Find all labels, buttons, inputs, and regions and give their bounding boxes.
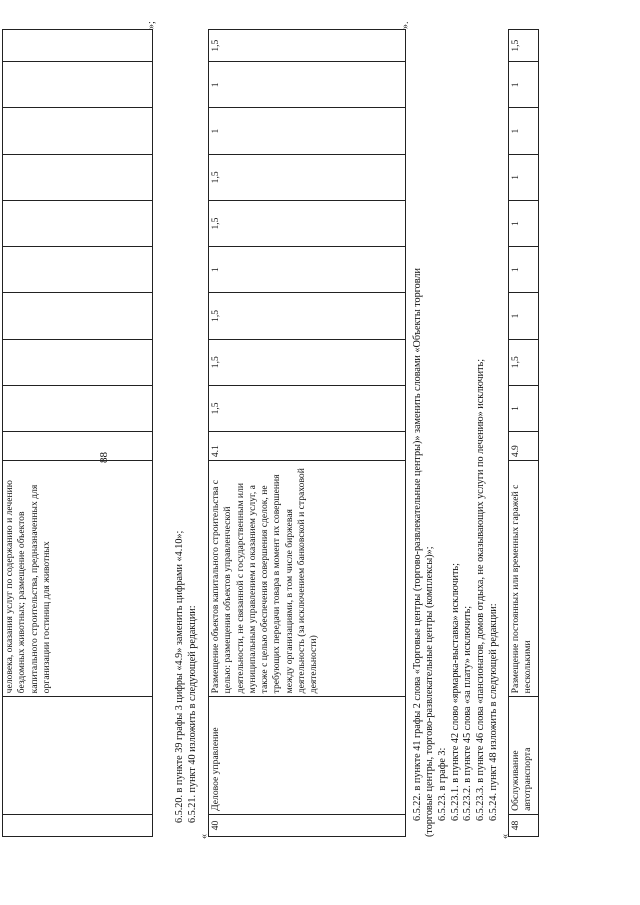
table-cell [3, 339, 153, 385]
item-code: 4.1 [209, 432, 406, 461]
value-cell: 1 [509, 200, 539, 246]
value-cell: 1,5 [209, 154, 406, 200]
paragraph-6-5-22-cont: (торговые центры, торгово-развлекательные центры (комплексы)»; [424, 546, 435, 837]
value-cell: 1 [509, 247, 539, 293]
table-cell [3, 108, 153, 154]
item-number: 40 [209, 814, 406, 836]
table-cell [3, 247, 153, 293]
opening-quote: « [500, 834, 511, 839]
table-cell [3, 293, 153, 339]
table-continuation [2, 29, 153, 837]
item-number: 48 [509, 814, 539, 836]
paragraph-6-5-24: 6.5.24. пункт 48 изложить в следующей редакции: [488, 603, 499, 821]
table-item-40 [208, 29, 406, 837]
page-number: 88 [98, 452, 110, 463]
table-cell [3, 200, 153, 246]
table-item-48 [508, 29, 539, 837]
closing-mark: »; [146, 21, 157, 29]
value-cell: 1 [509, 385, 539, 431]
table1-description: человека, оказания услуг по содержанию и лечению бездомных животных; размещение объектов капитального строительства, предназначенных для организации гостиниц для животных [3, 461, 153, 697]
value-cell: 1,5 [509, 30, 539, 62]
table-cell [3, 30, 153, 62]
paragraph-6-5-21: 6.5.21. пункт 40 изложить в следующей редакции: [187, 605, 198, 823]
table-cell [3, 814, 153, 836]
table-row [3, 30, 153, 837]
item-name: Деловое управление [209, 697, 406, 815]
closing-mark: ». [400, 21, 411, 29]
value-cell: 1 [209, 247, 406, 293]
item-code: 4.9 [509, 432, 539, 461]
table-row [209, 30, 406, 837]
value-cell: 1,5 [209, 339, 406, 385]
item-description: Размещение постоянных или временных гаражей с несколькими [509, 461, 539, 697]
opening-quote: « [199, 834, 210, 839]
value-cell: 1 [509, 154, 539, 200]
item-name: Обслуживание автотранспорта [509, 697, 539, 815]
table-cell [3, 154, 153, 200]
table-row [509, 30, 539, 837]
table-cell [3, 385, 153, 431]
paragraph-6-5-22: 6.5.22. в пункте 41 графы 2 слова «Торговые центры (торгово-развлекательные центры)» заменить словами «Объекты торговли [412, 268, 423, 821]
paragraph-6-5-20: 6.5.20. в пункте 39 графы 3 цифры «4.9» заменить цифрами «4.10»; [174, 530, 185, 823]
value-cell: 1 [509, 62, 539, 108]
table-cell [3, 432, 153, 461]
paragraph-6-5-23-3: 6.5.23.3. в пункте 46 слова «пансионатов, домов отдыха, не оказывающих услуги по лечению» исключить; [475, 358, 486, 821]
value-cell: 1,5 [509, 339, 539, 385]
value-cell: 1,5 [209, 30, 406, 62]
value-cell: 1,5 [209, 200, 406, 246]
paragraph-6-5-23-2: 6.5.23.2. в пункте 45 слова «за плату» исключить; [462, 605, 473, 821]
value-cell: 1 [509, 108, 539, 154]
value-cell: 1 [209, 108, 406, 154]
value-cell: 1 [509, 293, 539, 339]
table-cell [3, 62, 153, 108]
paragraph-6-5-23: 6.5.23. в графе 3: [437, 747, 448, 821]
paragraph-6-5-23-1: 6.5.23.1. в пункте 42 слово «ярмарка-выставка» исключить; [450, 563, 461, 821]
value-cell: 1,5 [209, 293, 406, 339]
table-cell [3, 697, 153, 815]
value-cell: 1,5 [209, 385, 406, 431]
item-description: Размещение объектов капитального строительства с целью: размещения объектов управленческой деятельности, не связанной с государственным или муниципальным управлением и оказанием услуг, а также с целью обеспечения совершения сделок, не требующих передачи товара в момент их совершения между организациями, в том числе биржевая деятельность (за исключением банковской и страховой деятельности) [209, 461, 406, 697]
value-cell: 1 [209, 62, 406, 108]
